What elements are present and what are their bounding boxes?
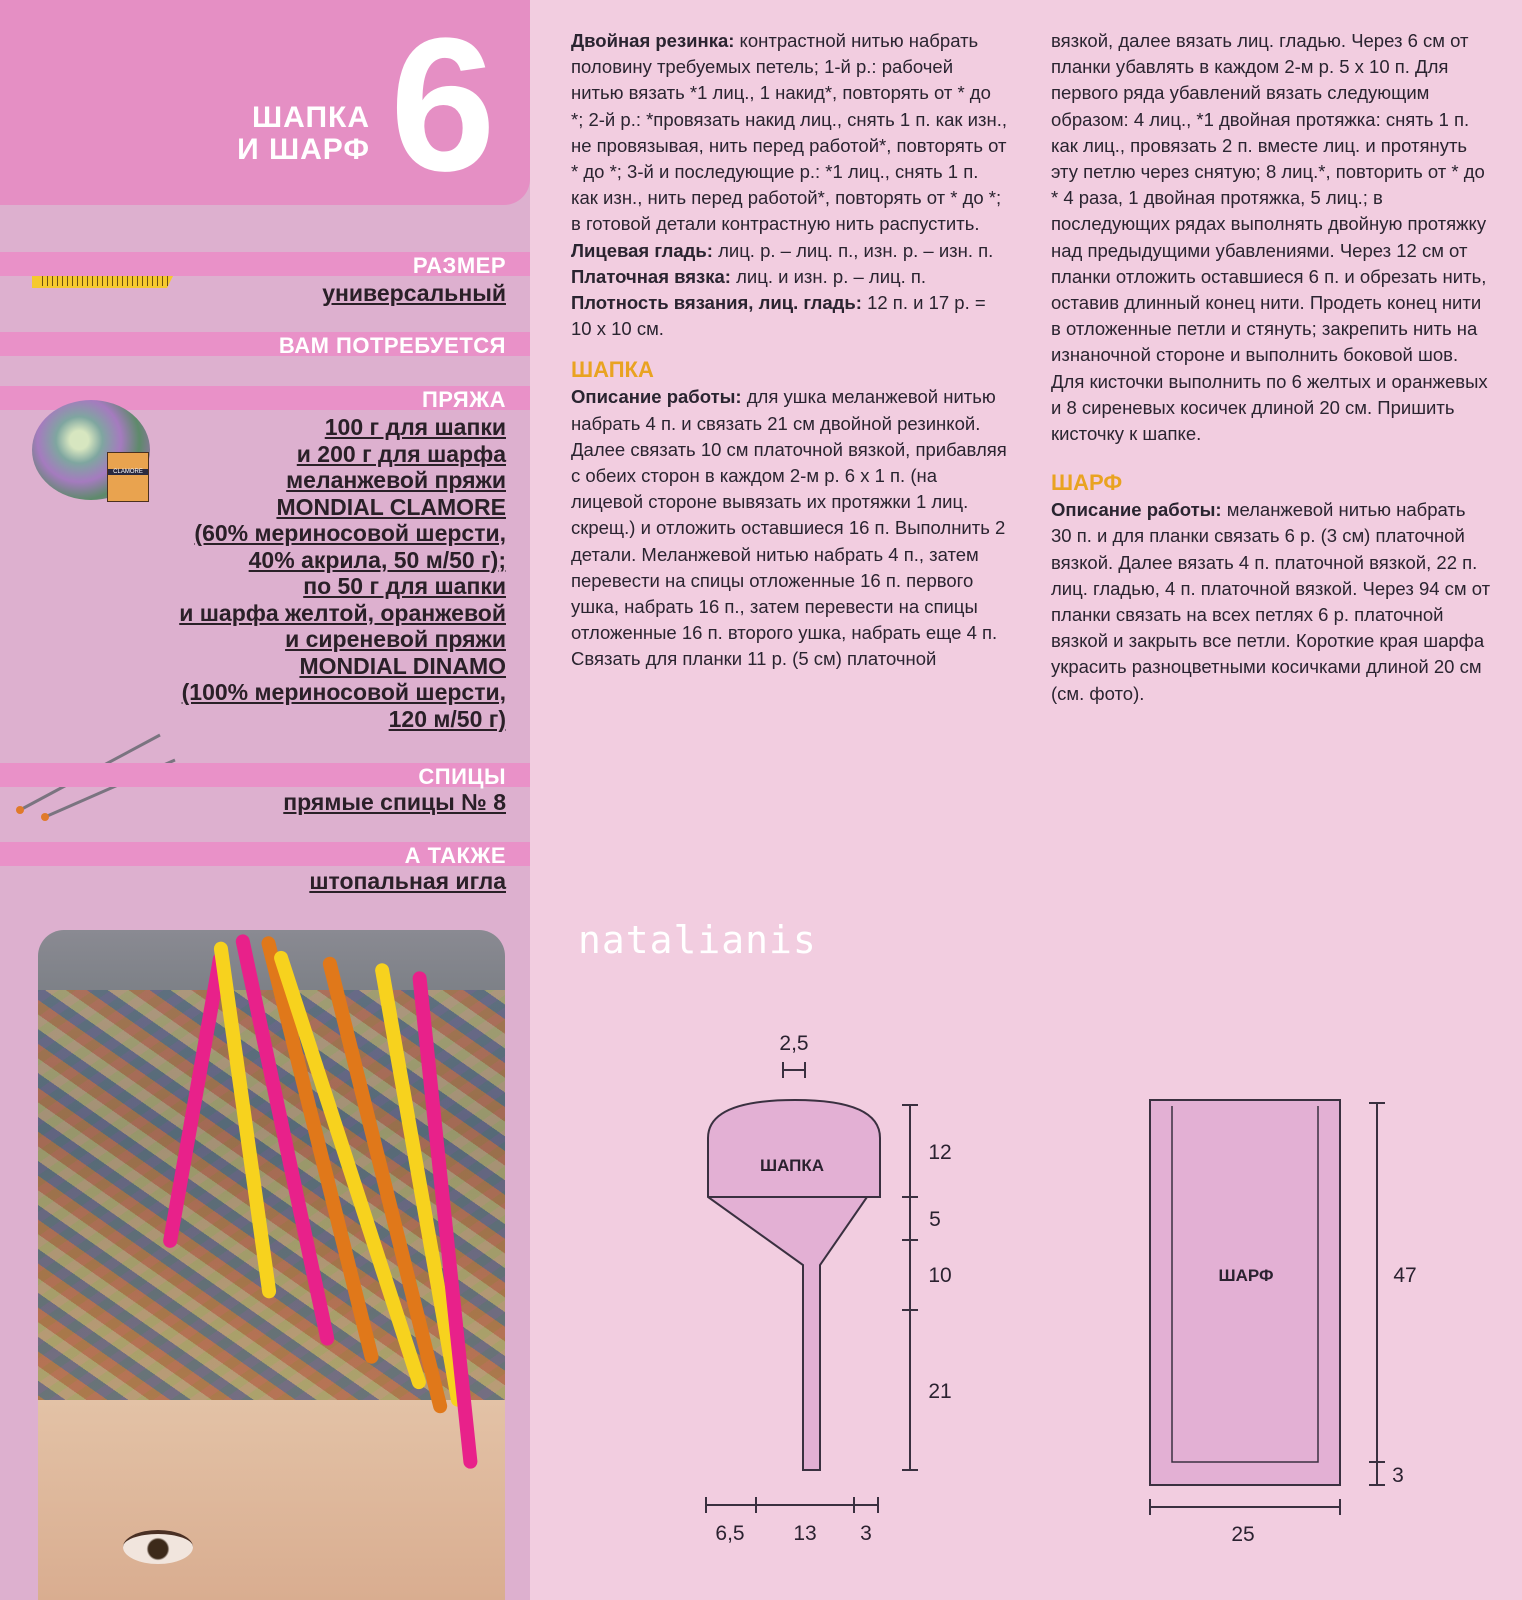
scarf-height: 47 [1393,1264,1417,1287]
yarn-line: (100% мериносовой шерсти, [181,679,506,705]
yarn-line: MONDIAL CLAMORE [276,493,506,520]
scarf-bottom-band: 3 [1392,1464,1404,1487]
hat-height-2: 5 [929,1208,941,1231]
term-text: контрастной нитью набрать половину требуемых петель; 1-й р.: рабочей нитью вязать *1 лиц., 1 накид*, повторять от * до *; 2-й р.: *провязать накид лиц., снять 1 п. как изн., не провязывая, нить перед работой*, повторять от * до *; 3-й и последующие р.: *1 лиц., снять 1 п. как изн., нить перед работой*, повторять от * до *; в готовой детали контрастную нить распустить. [571,30,1007,235]
also-heading: А ТАКЖЕ [404,843,506,868]
yarn-line: меланжевой пряжи [286,467,506,493]
hat-schema [706,1062,918,1513]
hat-schema-label: ШАПКА [759,1156,825,1175]
hat-heading: ШАПКА [571,357,654,383]
term-label: Лицевая гладь: [571,239,713,261]
scarf-schema-label: ШАРФ [1218,1266,1274,1285]
yarn-line: по 50 г для шапки [303,573,506,599]
term-label: Двойная резинка: [571,30,735,51]
hat-top-width: 2,5 [779,1032,809,1055]
yarn-heading: ПРЯЖА [421,387,506,412]
term-label: Описание работы: [1051,499,1222,521]
yarn-line: 100 г для шапки [324,414,506,440]
watermark: natalianis [578,918,817,962]
yarn-line: и 200 г для шарфа [296,440,506,467]
size-heading: РАЗМЕР [412,253,506,278]
yarn-line: и сиреневой пряжи [285,626,506,652]
hat-width-3: 3 [860,1522,872,1545]
scarf-schema [1150,1100,1385,1515]
term-label: Плотность вязания, лиц. гладь: [571,292,862,314]
hat-height-4: 21 [928,1380,952,1403]
term-text: 12 п. и 17 р. = 10 х 10 см. [571,292,986,340]
yarn-line: 120 м/50 г) [388,705,506,732]
hat-width-1: 6,5 [715,1522,745,1545]
yarn-label-text: CLAMORE [108,469,148,475]
yarn-line: и шарфа желтой, оранжевой [179,599,506,626]
scarf-width: 25 [1231,1523,1255,1546]
hat-height-3: 10 [928,1264,952,1287]
term-label: Описание работы: [571,386,742,408]
yarn-line: 40% акрила, 50 м/50 г); [248,546,506,573]
scarf-outline [1150,1100,1340,1485]
hat-height-1: 12 [928,1141,952,1164]
also-value: штопальная игла [309,868,506,894]
paragraph-hat-continued: вязкой, далее вязать лиц. гладью. Через 6 см от планки убавлять в каждом 2-м р. 5 х 10 п. Для первого ряда убавлений вязать следующим образом: 4 лиц., *1 двойная протяжка: снять 1 п. как лиц., провязать 2 п. вместе лиц. и протянуть эту петлю через снятую; 8 лиц.*, повторить от * до * 4 раза, 1 двойная протяжка, 5 лиц.; в последующих рядах выполнять двойную протяжку над предыдущими убавлениями. Через 12 см от планки отложить оставшиеся 6 п. и обрезать нить, оставив длинный конец нити. Продеть конец нити в отложенные петли и стянуть; закрепить нить на изнаночной стороне и выполнить боковой шов. Для кисточки выполнить по 6 желтых и оранжевых и 8 сиреневых косичек длиной 20 см. Пришить кисточку к шапке. [1051,30,1488,445]
term-text: меланжевой нитью набрать 30 п. и для планки связать 6 р. (3 см) платочной вязкой. Далее вязать 4 п. платочной вязкой, 22 п. лиц. гладью, 4 п. платочной вязкой. Через 94 см от планки связать на всех петлях 6 р. платочной вязкой и закрыть все петли. Короткие края шарфа украсить разноцветными косичками длиной 20 см (см. фото). [1051,499,1491,704]
need-heading: ВАМ ПОТРЕБУЕТСЯ [278,333,506,358]
term-text: лиц. р. – лиц. п., изн. р. – изн. п. [712,239,994,261]
scarf-heading: ШАРФ [1051,470,1123,496]
project-number: 6 [390,0,496,211]
yarn-line: MONDIAL DINAMO [299,652,506,679]
term-text: лиц. и изн. р. – лиц. п. [730,265,927,287]
title-line-1: ШАПКА [252,101,370,134]
hat-width-2: 13 [793,1522,817,1545]
size-value: универсальный [322,280,506,306]
yarn-line: (60% мериносовой шерсти, [194,520,506,546]
needles-heading: СПИЦЫ [418,764,506,789]
term-text: для ушка меланжевой нитью набрать 4 п. и связать 21 см двойной резинкой. Далее связать 10 см платочной вязкой, прибавляя с обеих сторон в каждом 2-м р. 6 х 1 п. (на лицевой стороне вывязать их протяжки 1 лиц. скрещ.) и отложить оставшиеся 16 п. Выполнить 2 детали. Меланжевой нитью набрать 4 п., затем перевести на спицы отложенные 16 п. первого ушка, набрать 16 п., затем перевести на спицы отложенные 16 п. второго ушка, набрать еще 4 п. Связать для планки 11 р. (5 см) платочной [571,386,1007,670]
term-label: Платочная вязка: [571,265,731,287]
needles-value: прямые спицы № 8 [283,789,506,815]
title-line-2: И ШАРФ [237,133,370,166]
